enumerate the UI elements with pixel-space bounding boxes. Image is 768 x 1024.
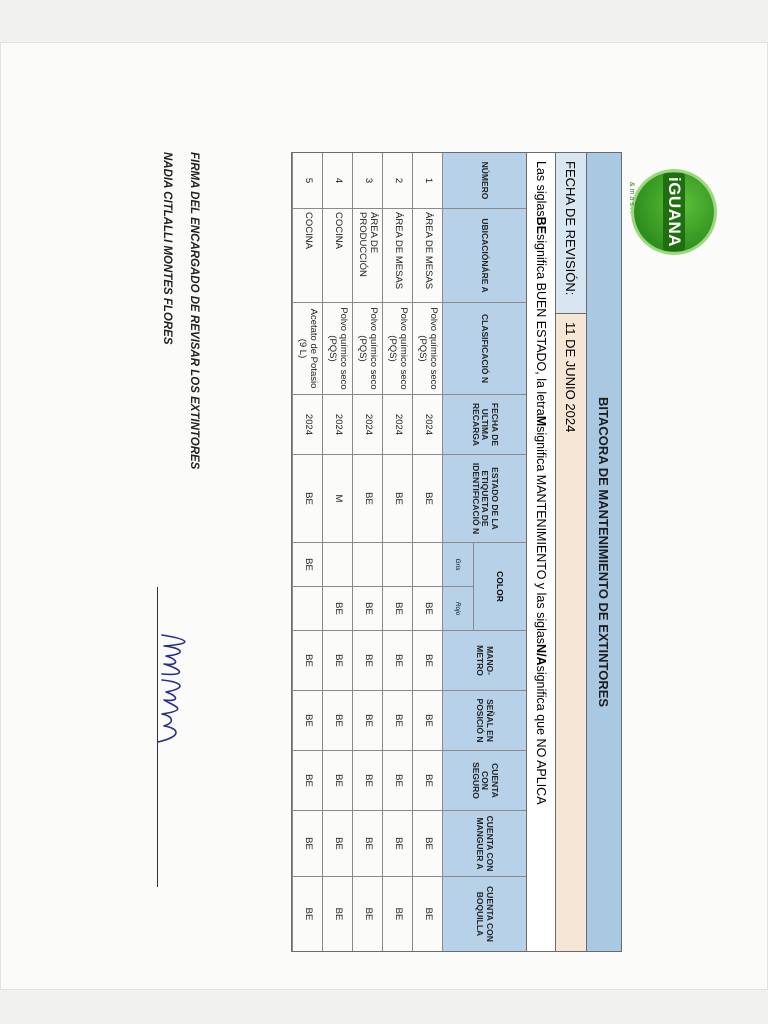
cell-manguera: BE: [352, 811, 382, 877]
header-estado-etiqueta: ESTADO DE LA ETIQUETA DE IDENTIFICACIÓ N: [442, 455, 526, 543]
header-boquilla: CUENTA CON BOQUILLA: [442, 877, 526, 951]
cell-color-rojo: BE: [322, 587, 352, 631]
header-numero: NÚMERO: [442, 153, 526, 209]
table-row: [412, 153, 442, 951]
table-row: [322, 153, 352, 951]
cell-fecha-recarga: 2024: [292, 395, 322, 455]
cell-numero: 2: [382, 153, 412, 209]
cell-boquilla: BE: [352, 877, 382, 951]
cell-boquilla: BE: [322, 877, 352, 951]
cell-color-rojo: BE: [382, 587, 412, 631]
cell-seguro: BE: [352, 751, 382, 811]
cell-manguera: BE: [322, 811, 352, 877]
cell-color-gris: [352, 543, 382, 587]
cell-estado-etiqueta: M: [322, 455, 352, 543]
cell-boquilla: BE: [292, 877, 322, 951]
cell-manometro: BE: [292, 631, 322, 691]
signer-name: NADIA CITLALLI MONTES FLORES: [161, 152, 173, 345]
revision-date-value: 11 DE JUNIO 2024: [556, 314, 586, 951]
legend-part: significa BUEN ESTADO, la letra: [534, 233, 548, 416]
header-color-rojo: Rojo: [454, 601, 462, 616]
cell-senal: BE: [292, 691, 322, 751]
cell-seguro: BE: [292, 751, 322, 811]
legend-part: significa MANTENIMIENTO y las siglas: [534, 426, 548, 645]
cell-numero: 5: [292, 153, 322, 209]
legend-part: Las siglas: [534, 161, 548, 217]
maintenance-log-table: [291, 152, 622, 952]
cell-numero: 1: [412, 153, 442, 209]
cell-boquilla: BE: [382, 877, 412, 951]
header-color-label: COLOR: [473, 543, 526, 630]
cell-manometro: BE: [352, 631, 382, 691]
cell-numero: 3: [352, 153, 382, 209]
handwritten-signature: [142, 630, 202, 750]
cell-manometro: BE: [322, 631, 352, 691]
cell-manguera: BE: [292, 811, 322, 877]
cell-fecha-recarga: 2024: [322, 395, 352, 455]
cell-ubicacion: ÁREA DE MESAS: [382, 209, 412, 303]
logo-brand-text: iGUANA: [663, 173, 685, 251]
cell-seguro: BE: [382, 751, 412, 811]
logo-subtext: & m a s . .: [628, 182, 635, 214]
signature-caption: FIRMA DEL ENCARGADO DE REVISAR LOS EXTINTORES: [188, 152, 200, 470]
legend-text: [526, 153, 555, 951]
cell-estado-etiqueta: BE: [292, 455, 322, 543]
cell-color-gris: [322, 543, 352, 587]
cell-senal: BE: [382, 691, 412, 751]
rotated-document: [10, 82, 768, 1022]
legend-part: significa que NO APLICA: [534, 665, 548, 805]
cell-fecha-recarga: 2024: [412, 395, 442, 455]
header-senal: SEÑAL EN POSICIÓ N: [442, 691, 526, 751]
cell-color-rojo: BE: [412, 587, 442, 631]
cell-clasificacion: Acetato de Potasio (9 L): [292, 303, 322, 395]
header-seguro: CUENTA CON SEGURO: [442, 751, 526, 811]
cell-estado-etiqueta: BE: [352, 455, 382, 543]
cell-senal: BE: [352, 691, 382, 751]
cell-color-gris: [412, 543, 442, 587]
cell-color-gris: BE: [292, 543, 322, 587]
cell-fecha-recarga: 2024: [352, 395, 382, 455]
scanned-paper: [0, 42, 768, 990]
cell-color-rojo: [292, 587, 322, 631]
cell-clasificacion: Polvo químico seco (PQS): [412, 303, 442, 395]
cell-ubicacion: COCINA: [292, 209, 322, 303]
table-row: [292, 153, 322, 951]
cell-seguro: BE: [322, 751, 352, 811]
cell-color-gris: [382, 543, 412, 587]
cell-numero: 4: [322, 153, 352, 209]
cell-manometro: BE: [412, 631, 442, 691]
cell-estado-etiqueta: BE: [382, 455, 412, 543]
header-ubicacion: UBICACIÓNÁRE A: [442, 209, 526, 303]
revision-date-row: [555, 153, 586, 951]
table-body: [292, 153, 442, 951]
cell-color-rojo: BE: [352, 587, 382, 631]
header-clasificacion: CLASIFICACIÓ N: [442, 303, 526, 395]
table-row: [352, 153, 382, 951]
table-row: [382, 153, 412, 951]
cell-ubicacion: ÁREA DE MESAS: [412, 209, 442, 303]
cell-ubicacion: ÁREA DE PRODUCCIÓN: [352, 209, 382, 303]
legend-code: M: [534, 415, 548, 427]
cell-clasificacion: Polvo químico seco (PQS): [352, 303, 382, 395]
header-manometro: MANO- METRO: [442, 631, 526, 691]
cell-manguera: BE: [412, 811, 442, 877]
header-manguera: CUENTA CON MANGUER A: [442, 811, 526, 877]
cell-boquilla: BE: [412, 877, 442, 951]
header-color-gris: Gris: [443, 543, 473, 587]
table-header-row: [442, 153, 526, 951]
legend-code: BE: [534, 216, 548, 234]
revision-date-label: FECHA DE REVISIÓN:: [556, 153, 586, 314]
cell-fecha-recarga: 2024: [382, 395, 412, 455]
iguana-logo: [634, 172, 714, 252]
cell-senal: BE: [412, 691, 442, 751]
cell-ubicacion: COCINA: [322, 209, 352, 303]
cell-clasificacion: Polvo químico seco (PQS): [382, 303, 412, 395]
document-title: BITACORA DE MANTENIMIENTO DE EXTINTORES: [586, 153, 621, 951]
cell-seguro: BE: [412, 751, 442, 811]
header-color: [442, 543, 526, 631]
cell-estado-etiqueta: BE: [412, 455, 442, 543]
cell-manguera: BE: [382, 811, 412, 877]
cell-senal: BE: [322, 691, 352, 751]
legend-code: N/A: [534, 644, 548, 666]
header-fecha-recarga: FECHA DE ULTIMA RECARGA: [442, 395, 526, 455]
cell-clasificacion: Polvo químico seco (PQS): [322, 303, 352, 395]
cell-manometro: BE: [382, 631, 412, 691]
